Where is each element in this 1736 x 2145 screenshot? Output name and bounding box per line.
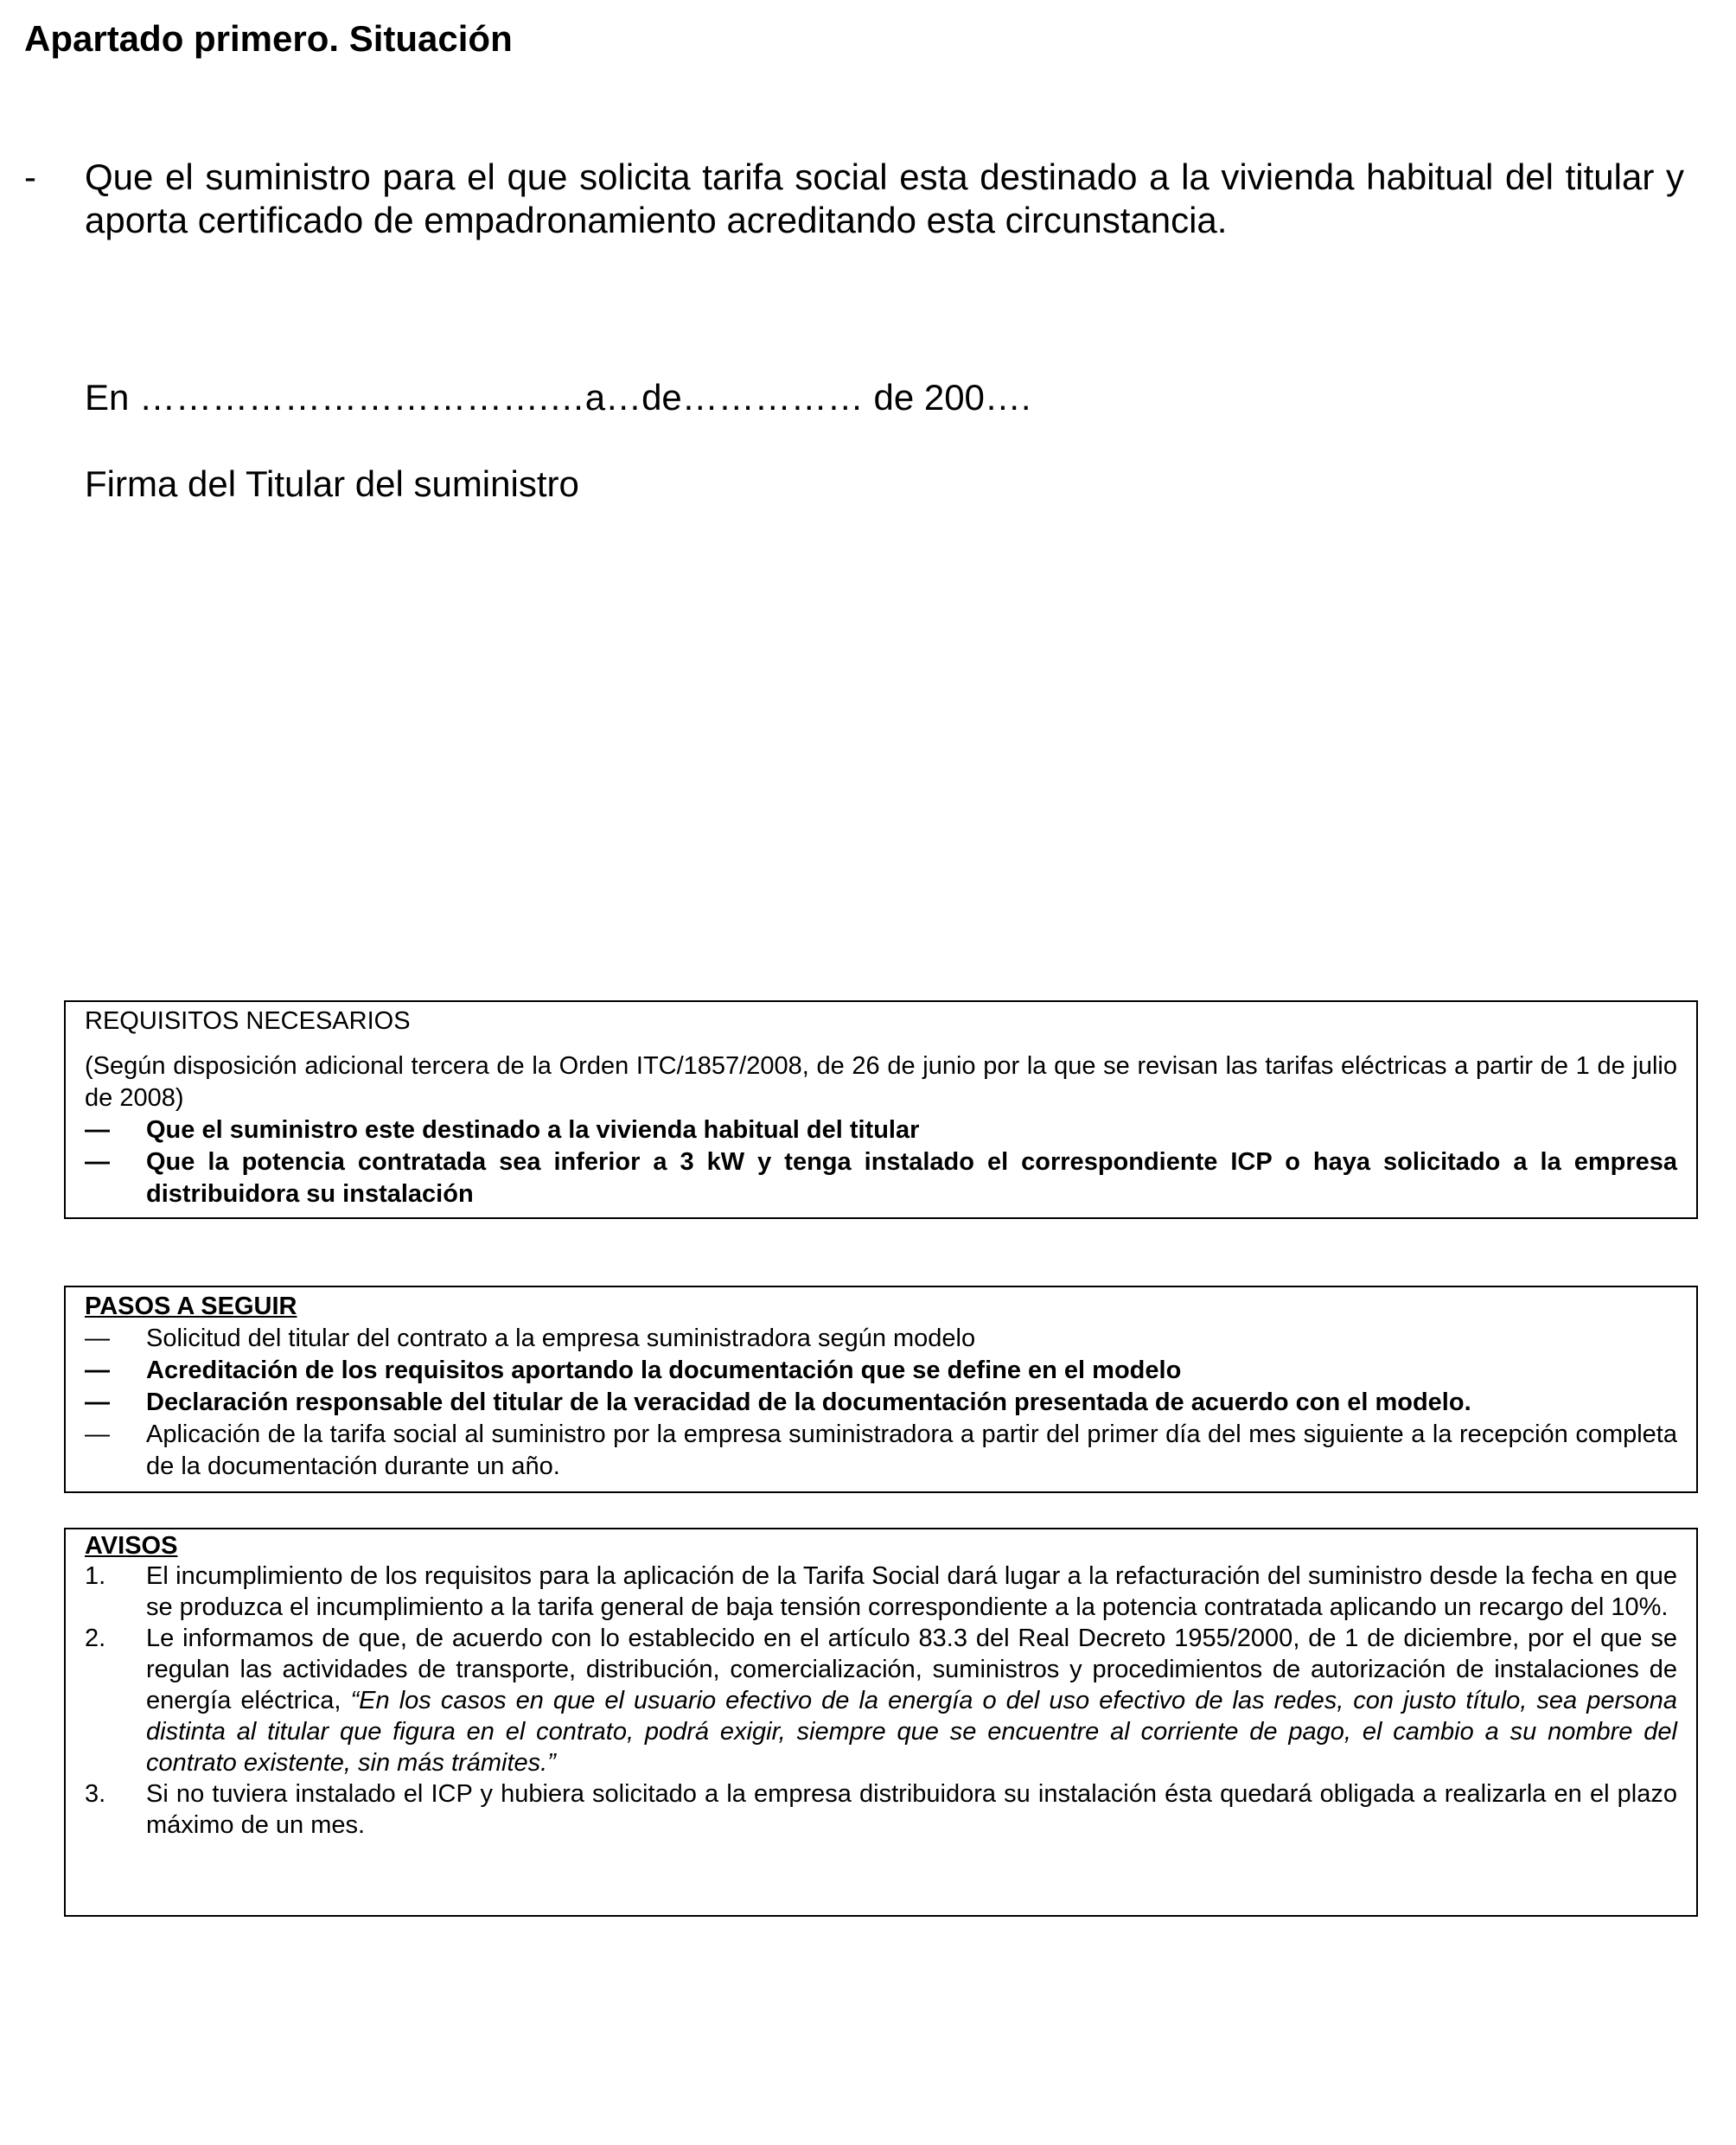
list-marker: - [24, 156, 36, 197]
list-item [85, 1387, 1677, 1419]
list-item [85, 1323, 1677, 1355]
aviso-text: Le informamos de que, de acuerdo con lo establecido en el artículo 83.3 del Real Decreto 1955/2000, de 1 de diciembre, por el que se regulan las actividades de transporte, distribución, comercialización, suministros y procedimientos de autorización de instalaciones de energía eléctrica, [146, 1625, 1677, 1714]
avisos-box [64, 1528, 1698, 1917]
situation-statement [24, 156, 1684, 242]
list-item [85, 1146, 1677, 1210]
list-item [85, 1778, 1677, 1841]
list-item [85, 1114, 1677, 1146]
pasos-box [64, 1286, 1698, 1493]
list-item [85, 1419, 1677, 1483]
item-number: 2. [85, 1625, 106, 1652]
em-dash-marker: — [85, 1420, 110, 1448]
requisito-text: Que la potencia contratada sea inferior a 3 kW y tenga instalado el correspondiente ICP o haya solicitado a la empresa distribuidora su instalación [146, 1148, 1677, 1208]
aviso-quote: “En los casos en que el usuario efectivo de la energía o del uso efectivo de las redes, con justo título, sea persona distinta al titular que figura en el contrato, podrá exigir, siempre que se encuentre al corriente de pago, el cambio a su nombre del contrato existente, sin más trámites.” [146, 1687, 1678, 1777]
em-dash-marker: — [85, 1389, 110, 1416]
requisitos-heading: REQUISITOS NECESARIOS [85, 1007, 411, 1035]
item-number: 3. [85, 1780, 106, 1808]
em-dash-marker: — [85, 1148, 110, 1176]
situation-text: Que el suministro para el que solicita tarifa social esta destinado a la vivienda habitual del titular y aporta certificado de empadronamiento acreditando esta circunstancia. [85, 156, 1684, 240]
avisos-heading: AVISOS [85, 1532, 178, 1560]
pasos-heading: PASOS A SEGUIR [85, 1293, 297, 1320]
list-item [85, 1561, 1677, 1623]
paso-text: Solicitud del titular del contrato a la empresa suministradora según modelo [146, 1325, 976, 1352]
paso-text: Acreditación de los requisitos aportando la documentación que se define en el modelo [146, 1357, 1182, 1384]
paso-text: Aplicación de la tarifa social al suministro por la empresa suministradora a partir del primer día del mes siguiente a la recepción completa de la documentación durante un año. [146, 1420, 1677, 1480]
list-item [85, 1623, 1677, 1778]
aviso-text: El incumplimiento de los requisitos para la aplicación de la Tarifa Social dará lugar a la refacturación del suministro desde la fecha en que se produzca el incumplimiento a la tarifa general de baja tensión correspondiente a la potencia contratada aplicando un recargo del 10%. [146, 1562, 1677, 1621]
em-dash-marker: — [85, 1116, 110, 1144]
paso-text: Declaración responsable del titular de la veracidad de la documentación presentada de acuerdo con el modelo. [146, 1389, 1471, 1416]
em-dash-marker: — [85, 1357, 110, 1384]
list-item [85, 1355, 1677, 1387]
page-title: Apartado primero. Situación [24, 18, 513, 59]
place-date-line: En …………………………….…a…de…………… de 200…. [85, 377, 1031, 418]
requisitos-intro: (Según disposición adicional tercera de la Orden ITC/1857/2008, de 26 de junio por la que se revisan las tarifas eléctricas a partir de 1 de julio de 2008) [85, 1052, 1677, 1112]
requisito-text: Que el suministro este destinado a la vivienda habitual del titular [146, 1116, 920, 1144]
aviso-text: Si no tuviera instalado el ICP y hubiera solicitado a la empresa distribuidora su instalación ésta quedará obligada a realizarla en el plazo máximo de un mes. [146, 1780, 1677, 1839]
em-dash-marker: — [85, 1325, 110, 1352]
signature-label: Firma del Titular del suministro [85, 463, 579, 504]
requisitos-box [64, 1000, 1698, 1219]
item-number: 1. [85, 1562, 106, 1590]
